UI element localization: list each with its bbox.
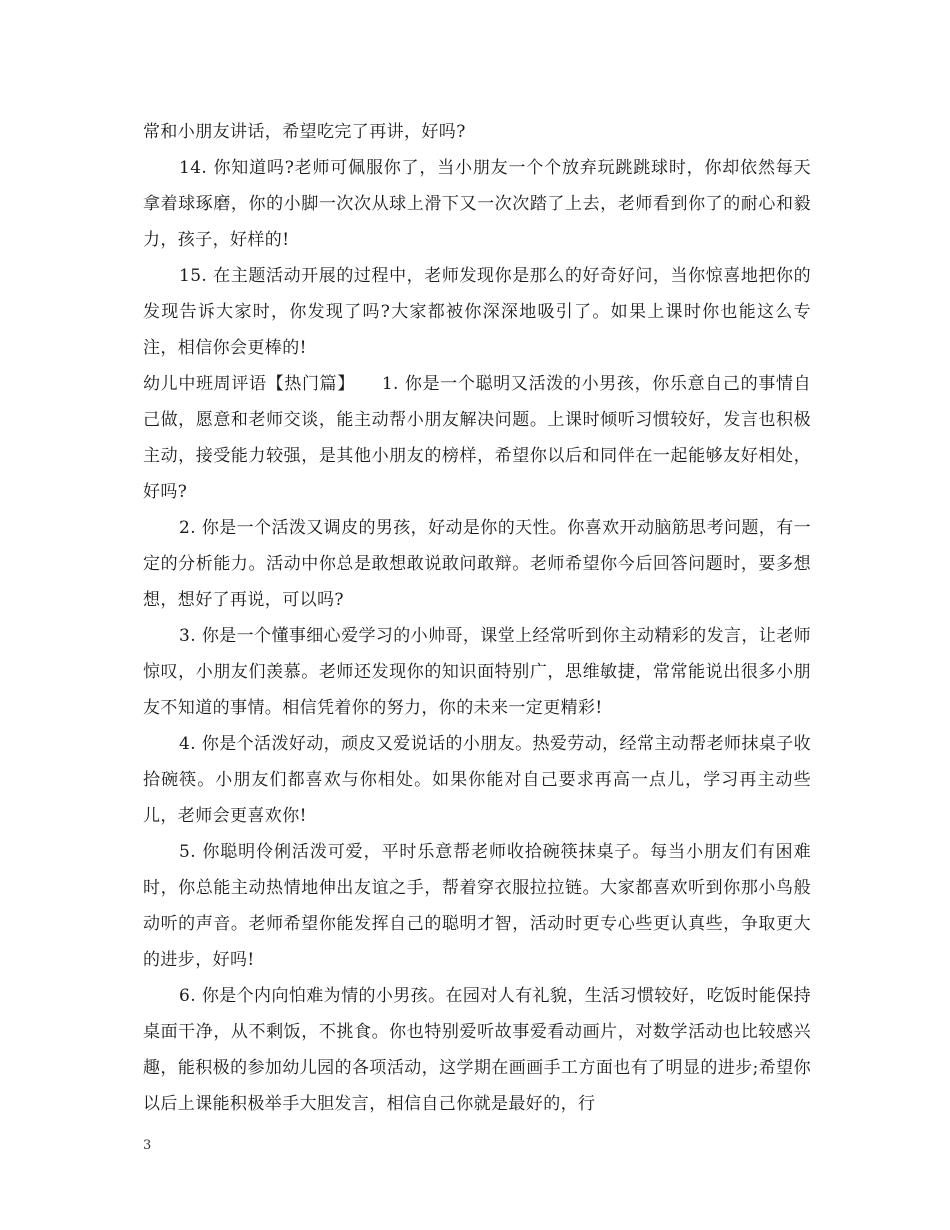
document-body bbox=[143, 114, 811, 1122]
paragraph: 5. 你聪明伶俐活泼可爱，平时乐意帮老师收拾碗筷抹桌子。每当小朋友们有困难时，你总能主动热情地伸出友谊之手，帮着穿衣服拉拉链。大家都喜欢听到你那小鸟般动听的声音。老师希望你能发挥自己的聪明才智，活动时更专心些更认真些，争取更大的进步，好吗! bbox=[143, 842, 811, 970]
page-number: 3 bbox=[143, 1138, 152, 1153]
paragraph: 常和小朋友讲话，希望吃完了再讲，好吗? bbox=[143, 122, 466, 142]
paragraph: 14. 你知道吗?老师可佩服你了，当小朋友一个个放弃玩跳跳球时，你却依然每天拿着球琢磨，你的小脚一次次从球上滑下又一次次踏了上去，老师看到你了的耐心和毅力，孩子，好样的! bbox=[143, 158, 811, 250]
paragraph: 3. 你是一个懂事细心爱学习的小帅哥，课堂上经常听到你主动精彩的发言，让老师惊叹，小朋友们羡慕。老师还发现你的知识面特别广，思维敏捷，常常能说出很多小朋友不知道的事情。相信凭着你的努力，你的未来一定更精彩! bbox=[143, 626, 811, 718]
paragraph: 6. 你是个内向怕难为情的小男孩。在园对人有礼貌，生活习惯较好，吃饭时能保持桌面干净，从不剩饭，不挑食。你也特别爱听故事爱看动画片，对数学活动也比较感兴趣，能积极的参加幼儿园的各项活动，这学期在画画手工方面也有了明显的进步;希望你以后上课能积极举手大胆发言，相信自己你就是最好的，行 bbox=[143, 986, 811, 1114]
paragraph: 15. 在主题活动开展的过程中，老师发现你是那么的好奇好问，当你惊喜地把你的发现告诉大家时，你发现了吗?大家都被你深深地吸引了。如果上课时你也能这么专注，相信你会更棒的! bbox=[143, 266, 811, 358]
paragraph: 幼儿中班周评语【热门篇】 1. 你是一个聪明又活泼的小男孩，你乐意自己的事情自己做，愿意和老师交谈，能主动帮小朋友解决问题。上课时倾听习惯较好，发言也积极主动，接受能力较强，是其他小朋友的榜样，希望你以后和同伴在一起能够友好相处，好吗? bbox=[143, 374, 811, 502]
paragraph: 4. 你是个活泼好动，顽皮又爱说话的小朋友。热爱劳动，经常主动帮老师抹桌子收拾碗筷。小朋友们都喜欢与你相处。如果你能对自己要求再高一点儿，学习再主动些儿，老师会更喜欢你! bbox=[143, 734, 811, 826]
paragraph: 2. 你是一个活泼又调皮的男孩，好动是你的天性。你喜欢开动脑筋思考问题，有一定的分析能力。活动中你总是敢想敢说敢问敢辩。老师希望你今后回答问题时，要多想想，想好了再说，可以吗? bbox=[143, 518, 811, 610]
